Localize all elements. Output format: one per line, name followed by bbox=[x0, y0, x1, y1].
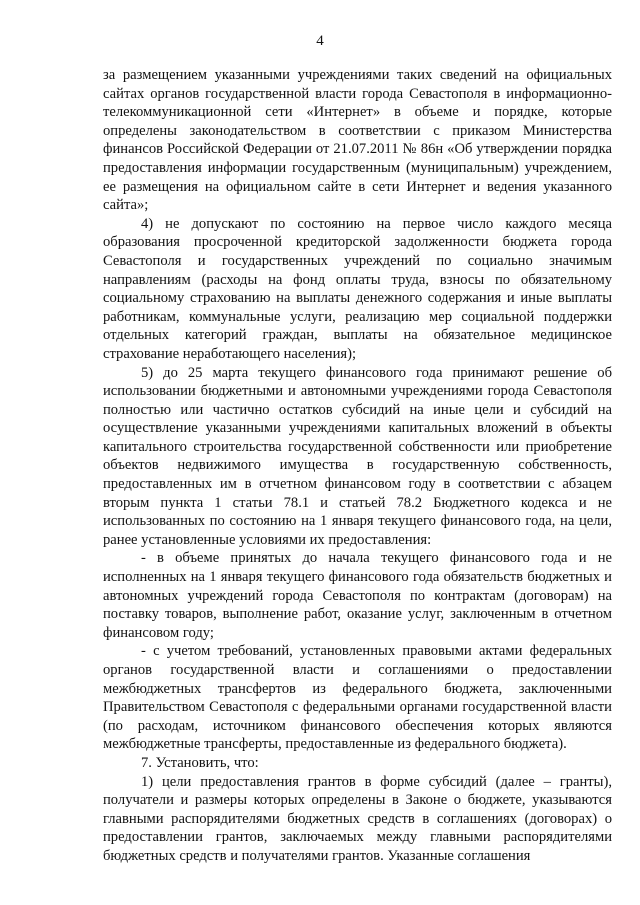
paragraph-bullet-federal-requirements: - с учетом требований, установленных правовыми актами федеральных органов государственной власти и соглашениями о предоставлении межбюджетных трансфертов из федерального бюджета, заключенными Правительством Севастополя с федеральными органами государственной власти (по расходам, источником финансового обеспечения которых являются межбюджетные трансферты, предоставленные из федерального бюджета). bbox=[103, 643, 612, 753]
document-body bbox=[103, 66, 612, 866]
page-number: 4 bbox=[316, 33, 324, 49]
paragraph-section-7-heading: 7. Установить, что: bbox=[141, 754, 259, 771]
paragraph-bullet-obligations: - в объеме принятых до начала текущего финансового года и не исполненных на 1 января текущего финансового года обязательств бюджетных и автономных учреждений города Севастополя по контрактам (договорам) на поставку товаров, выполнение работ, оказание услуг, заключенным в отчетном финансовом году; bbox=[103, 550, 612, 641]
paragraph-item-4: 4) не допускают по состоянию на первое число каждого месяца образования просроченной кредиторской задолженности бюджета города Севастополя и государственных учреждений по социально значимым направлениям (расходы на фонд оплаты труда, взносы по обязательному социальному страхованию на выплаты денежного содержания и иные выплаты работникам, коммунальные услуги, реализацию мер социальной поддержки отдельных категорий граждан, выплаты на обязательное медицинское страхование неработающего населения); bbox=[103, 215, 612, 362]
paragraph-section-7-item-1: 1) цели предоставления грантов в форме субсидий (далее – гранты), получатели и размеры которых определены в Законе о бюджете, указываются главными распорядителями бюджетных средств в соглашениях (договорах) о предоставлении грантов, заключаемых между главными распорядителями бюджетных средств и получателями грантов. Указанные соглашения bbox=[103, 773, 612, 864]
paragraph-item-5: 5) до 25 марта текущего финансового года принимают решение об использовании бюджетными и автономными учреждениями города Севастополя полностью или частично остатков субсидий на иные цели и субсидий на осуществление указанными учреждениями капитальных вложений в объекты капитального строительства государственной собственности или приобретение объектов недвижимого имущества в государственную собственность, предоставленных им в отчетном финансовом году в соответствии с абзацем вторым пункта 1 статьи 78.1 и статьей 78.2 Бюджетного кодекса и не использованных по состоянию на 1 января текущего финансового года, на цели, ранее установленные условиями их предоставления: bbox=[103, 364, 612, 548]
paragraph-publication-continuation: за размещением указанными учреждениями таких сведений на официальных сайтах органов государственной власти города Севастополя в информационно-телекоммуникационной сети «Интернет» в объеме и порядке, которые определены законодательством в соответствии с приказом Министерства финансов Российской Федерации от 21.07.2011 № 86н «Об утверждении порядка предоставления информации государственным (муниципальным) учреждением, ее размещения на официальном сайте в сети Интернет и ведения указанного сайта»; bbox=[103, 67, 612, 214]
